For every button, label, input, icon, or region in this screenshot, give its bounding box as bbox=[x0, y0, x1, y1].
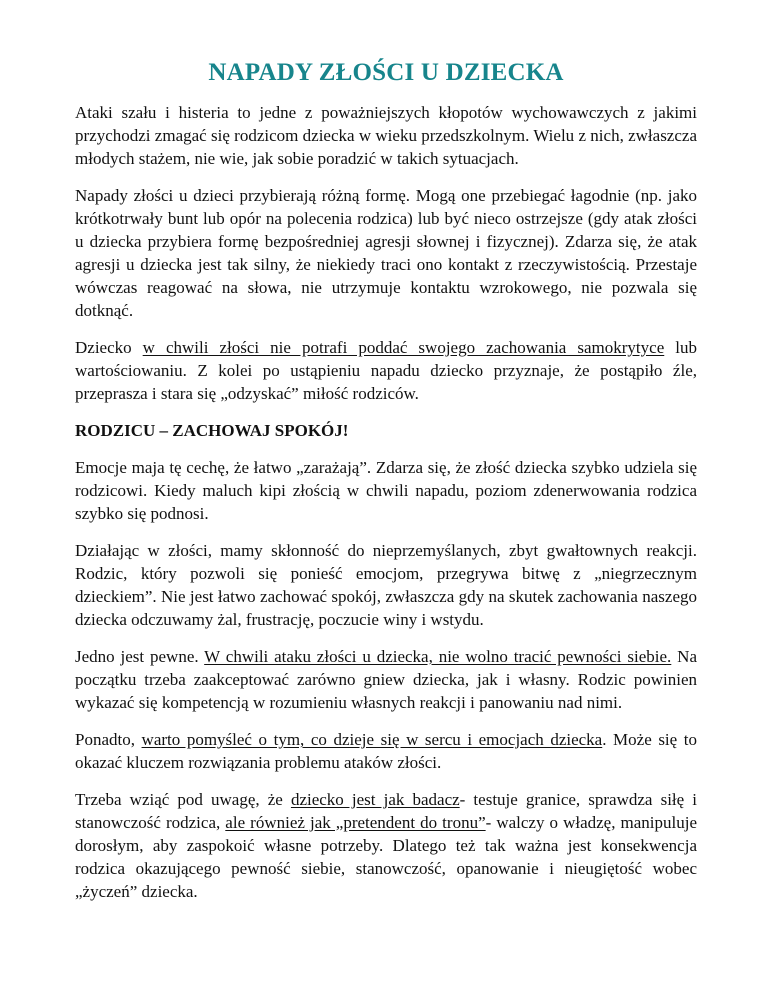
paragraph-heart-emotions bbox=[75, 728, 697, 774]
underlined-text: W chwili ataku złości u dziecka, nie wolno tracić pewności siebie. bbox=[204, 647, 672, 666]
paragraph-emotions: Emocje maja tę cechę, że łatwo „zarażają”. Zdarza się, że złość dziecka szybko udziela się rodzicowi. Kiedy maluch kipi złością w chwili napadu, poziom zdenerwowania rodzica szybko się podnosi. bbox=[75, 458, 697, 523]
text-segment: . Może się to okazać kluczem rozwiązania problemu ataków złości. bbox=[75, 730, 697, 772]
text-segment: Jedno jest pewne. bbox=[75, 647, 205, 666]
text-segment: lub wartościowaniu. Z kolei po ustąpieniu napadu dziecko przyznaje, że postąpiło źle, przeprasza i stara się „odzyskać” miłość rodziców. bbox=[75, 338, 698, 403]
text-segment: - testuje granice, sprawdza siłę i stanowczość rodzica, bbox=[75, 790, 698, 832]
paragraph-researcher bbox=[75, 788, 697, 903]
text-segment: Ponadto, bbox=[75, 730, 142, 749]
document-page bbox=[75, 58, 697, 917]
paragraph-forms: Napady złości u dzieci przybierają różną formę. Mogą one przebiegać łagodnie (np. jako krótkotrwały bunt lub opór na polecenia rodzica) lub być nieco ostrzejsze (gdy atak złości u dziecka przybiera formę bezpośredniej agresji słownej i fizycznej). Zdarza się, że atak agresji u dziecka jest tak silny, że niekiedy traci ono kontakt z rzeczywistością. Przestaje wówczas reagować na słowa, nie utrzymuje kontaktu wzrokowego, nie pozwala się dotknąć. bbox=[75, 186, 697, 320]
paragraph-self-criticism bbox=[75, 336, 697, 405]
underlined-text: w chwili złości nie potrafi poddać swojego zachowania samokrytyce bbox=[142, 338, 665, 357]
underlined-text: warto pomyśleć o tym, co dzieje się w sercu i emocjach dziecka bbox=[141, 730, 603, 749]
text-segment: Trzeba wziąć pod uwagę, że bbox=[75, 790, 291, 809]
section-heading: RODZICU – ZACHOWAJ SPOKÓJ! bbox=[75, 421, 349, 440]
paragraph-confidence bbox=[75, 645, 697, 714]
text-segment: - walczy o władzę, manipuluje dorosłym, aby zaspokoić własne potrzeby. Dlatego też tak ważna jest konsekwencja rodzica okazującego pewność siebie, stanowczość, opanowanie i nieugiętość wobec „życzeń” dziecka. bbox=[75, 813, 698, 901]
text-segment: Dziecko bbox=[75, 338, 143, 357]
text-segment: Na początku trzeba zaakceptować zarówno gniew dziecka, jak i własny. Rodzic powinien wykazać się kompetencją w rozumieniu własnych reakcji i panowaniu nad nimi. bbox=[75, 647, 697, 712]
page-title: NAPADY ZŁOŚCI U DZIECKA bbox=[208, 59, 564, 86]
underlined-text: ale również jak „pretendent do tronu” bbox=[225, 813, 486, 832]
paragraph-intro: Ataki szału i histeria to jedne z poważniejszych kłopotów wychowawczych z jakimi przychodzi zmagać się rodzicom dziecka w wieku przedszkolnym. Wielu z nich, zwłaszcza młodych stażem, nie wie, jak sobie poradzić w takich sytuacjach. bbox=[75, 103, 697, 168]
underlined-text: dziecko jest jak badacz bbox=[290, 790, 460, 809]
paragraph-anger-reactions: Działając w złości, mamy skłonność do nieprzemyślanych, zbyt gwałtownych reakcji. Rodzic, który pozwoli się ponieść emocjom, przegrywa bitwę z „niegrzecznym dzieckiem”. Nie jest łatwo zachować spokój, zwłaszcza gdy na skutek zachowania naszego dziecka odczuwamy żal, frustrację, poczucie winy i wstydu. bbox=[75, 541, 697, 629]
